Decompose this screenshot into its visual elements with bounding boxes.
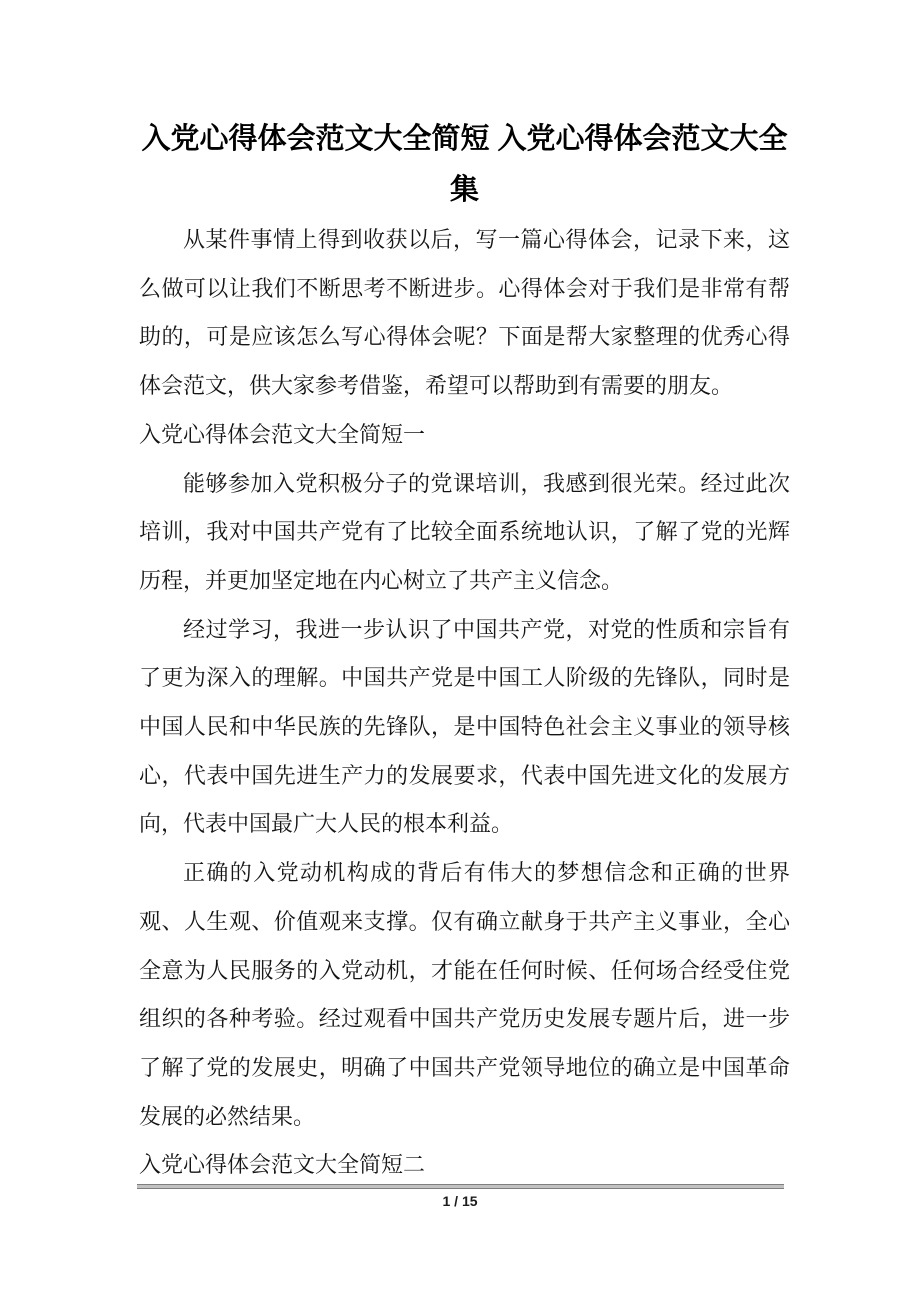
paragraph: 能够参加入党积极分子的党课培训，我感到很光荣。经过此次培训，我对中国共产党有了比较全面系统地认识，了解了党的光辉历程，并更加坚定地在内心树立了共产主义信念。 (139, 470, 790, 593)
page-number: 1 / 15 (442, 1193, 478, 1209)
page-title: 入党心得体会范文大全简短 入党心得体会范文大全集 (141, 123, 788, 206)
paragraph: 正确的入党动机构成的背后有伟大的梦想信念和正确的世界观、人生观、价值观来支撑。仅有确立献身于共产主义事业，全心全意为人民服务的入党动机，才能在任何时候、任何场合经受住党组织的各种考验。经过观看中国共产党历史发展专题片后，进一步了解了党的发展史，明确了中国共产党领导地位的确立是中国革命发展的必然结果。 (139, 860, 790, 1129)
paragraph: 从某件事情上得到收获以后，写一篇心得体会，记录下来，这么做可以让我们不断思考不断进步。心得体会对于我们是非常有帮助的，可是应该怎么写心得体会呢？下面是帮大家整理的优秀心得体会范文，供大家参考借鉴，希望可以帮助到有需要的朋友。 (139, 227, 790, 399)
section-heading-1: 入党心得体会范文大全简短一 (139, 421, 426, 447)
section-heading-2: 入党心得体会范文大全简短二 (139, 1152, 426, 1178)
footer-divider-line (137, 1184, 784, 1189)
document-content (139, 0, 790, 1190)
paragraph: 经过学习，我进一步认识了中国共产党，对党的性质和宗旨有了更为深入的理解。中国共产党是中国工人阶级的先锋队，同时是中国人民和中华民族的先锋队，是中国特色社会主义事业的领导核心，代表中国先进生产力的发展要求，代表中国先进文化的发展方向，代表中国最广大人民的根本利益。 (139, 616, 790, 837)
